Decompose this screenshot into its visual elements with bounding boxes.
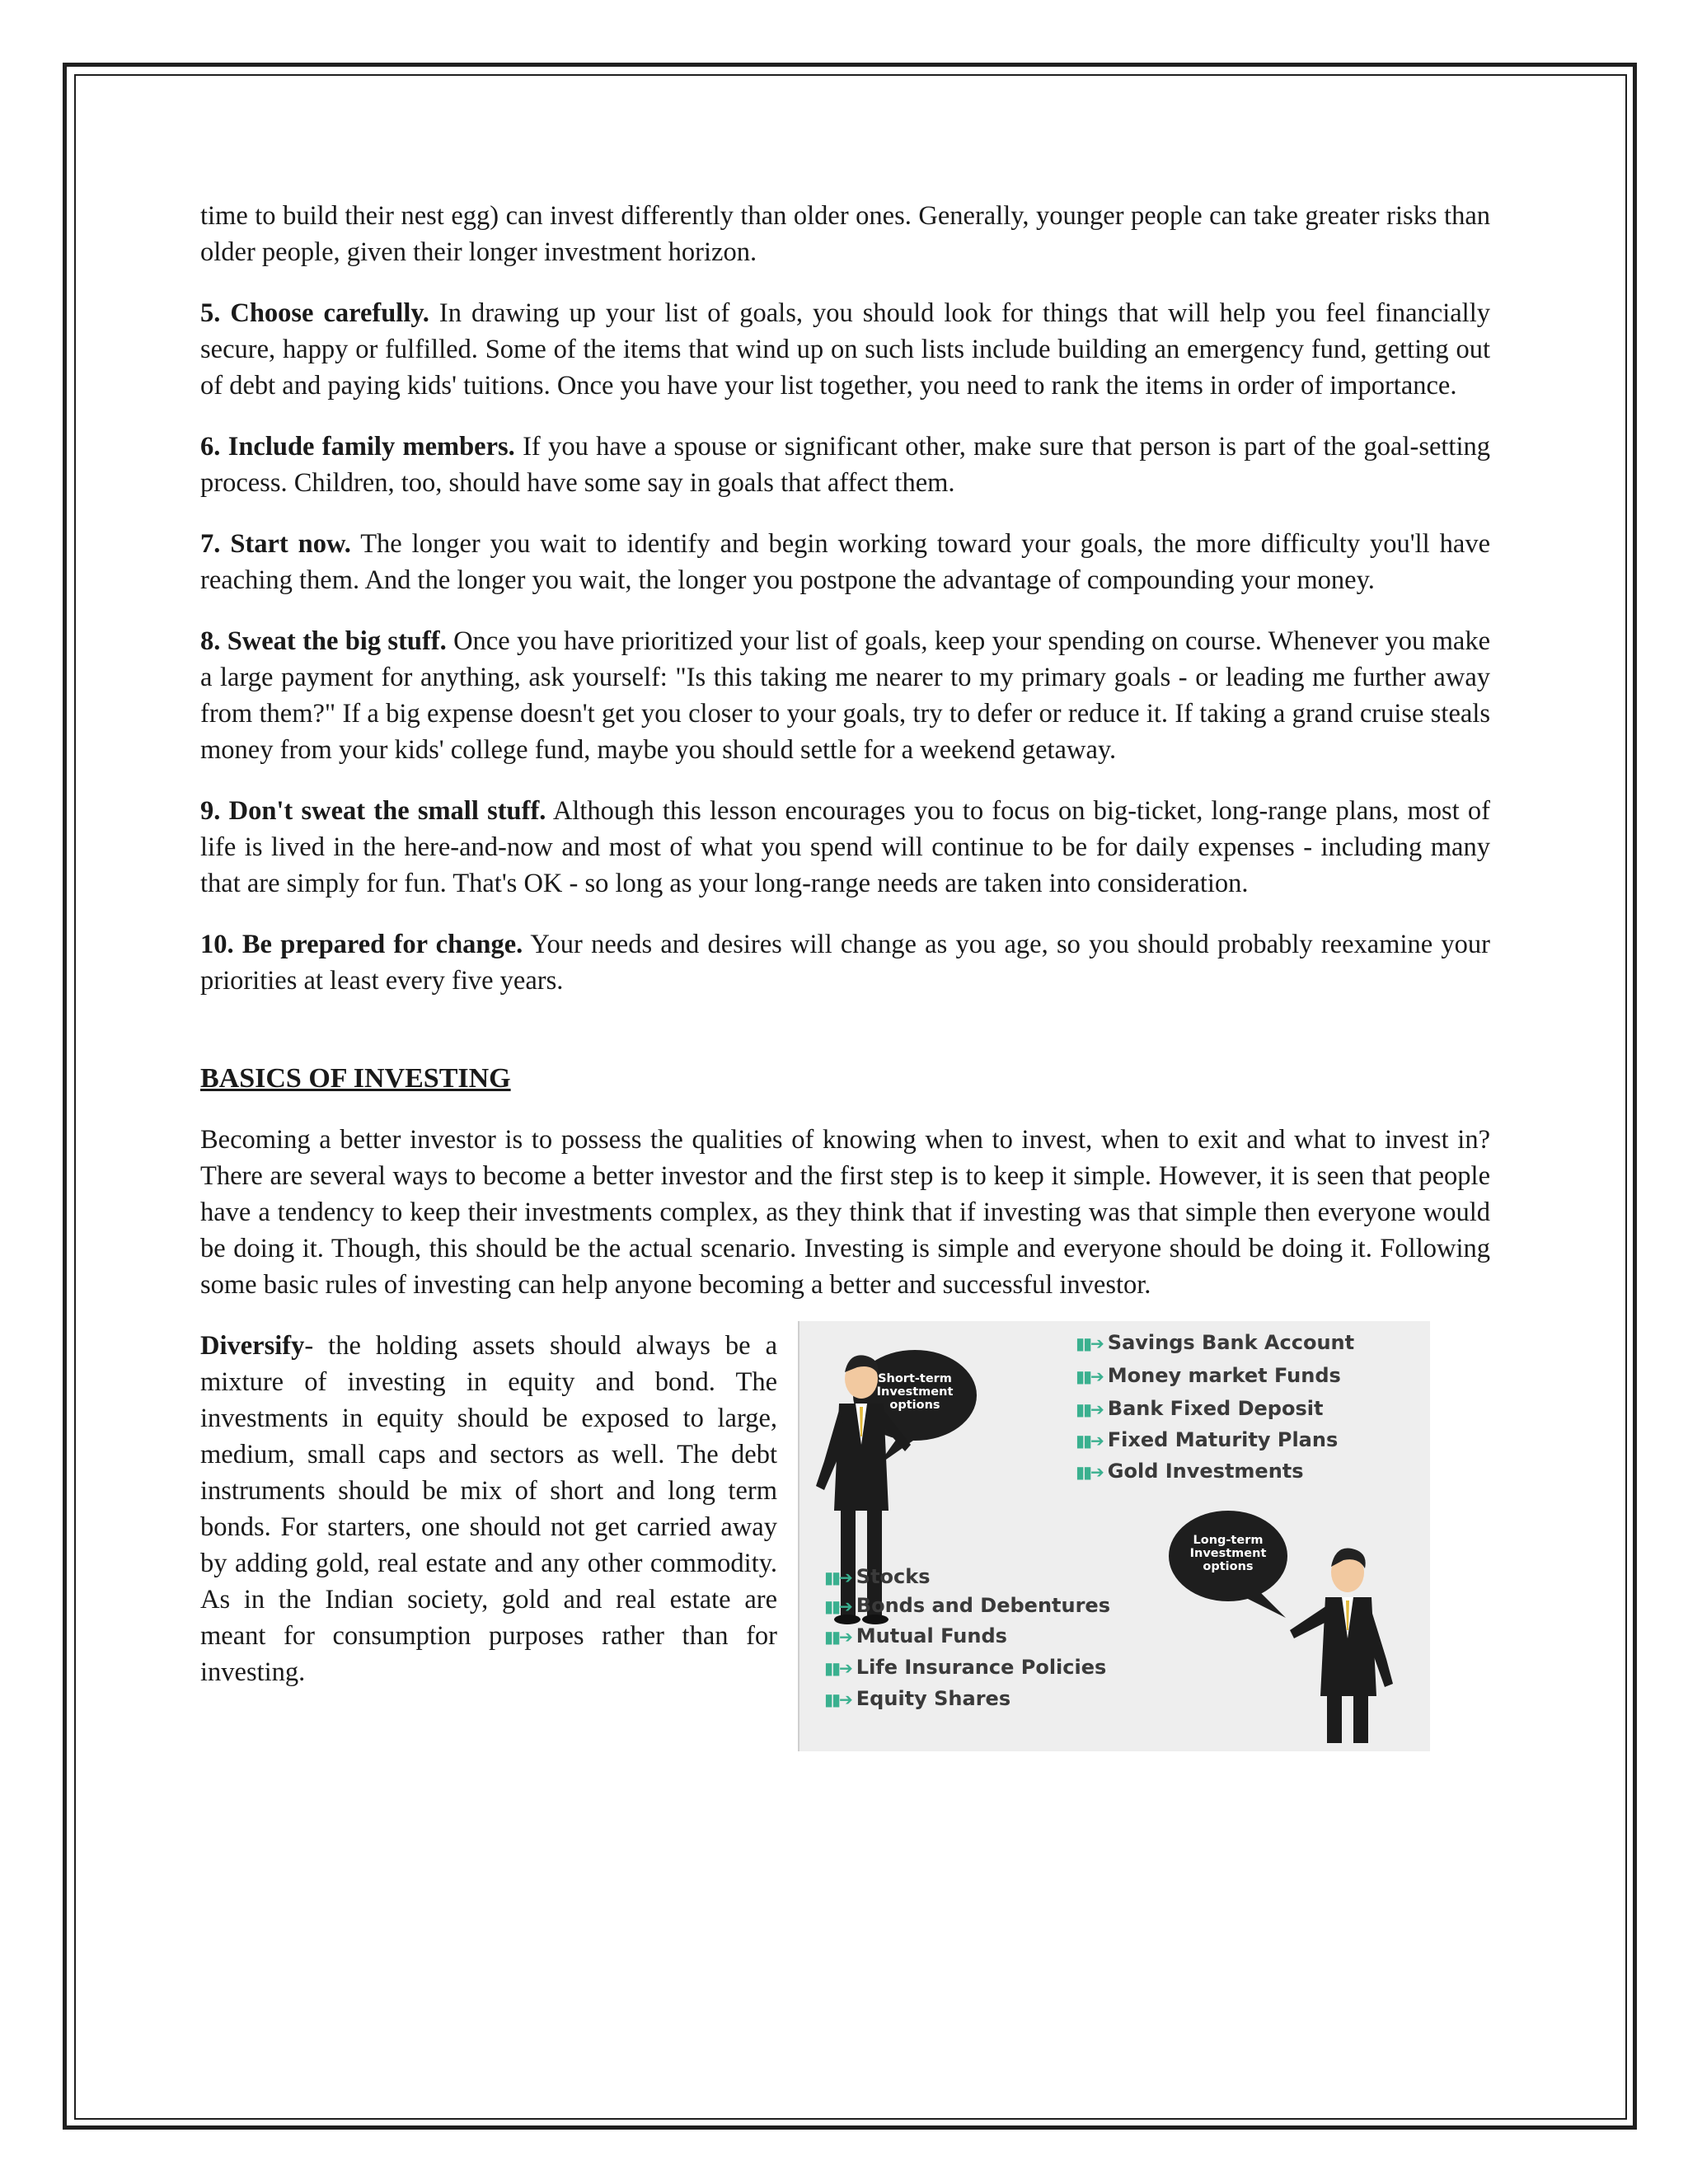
- paragraph-text: The longer you wait to identify and begin working toward your goals, the more difficulty you'll have reaching them. And the longer you wait, the longer you postpone the advantage of compounding your money.: [200, 529, 1491, 595]
- option-label: Bank Fixed Deposit: [1107, 1397, 1324, 1420]
- arrow-icon: ▮▮➔: [1076, 1399, 1103, 1419]
- paragraph-lead: 7. Start now.: [200, 529, 351, 559]
- paragraph-start-now: [200, 526, 1490, 598]
- arrow-icon: ▮▮➔: [1076, 1366, 1103, 1386]
- option-label: Equity Shares: [856, 1687, 1011, 1710]
- bubble-line: options: [889, 1399, 940, 1412]
- bubble-line: Investment: [1189, 1547, 1267, 1560]
- long-term-bubble-label: [1179, 1534, 1278, 1573]
- option-label: Money market Funds: [1107, 1364, 1341, 1387]
- option-label: Gold Investments: [1107, 1460, 1304, 1483]
- investment-options-figure: [798, 1321, 1430, 1751]
- paragraph-lead: 10. Be prepared for change.: [200, 930, 523, 959]
- short-term-option: [1076, 1453, 1304, 1490]
- document-body: [200, 198, 1491, 1710]
- paragraph-lead: 9. Don't sweat the small stuff.: [200, 796, 546, 826]
- arrow-icon: ▮▮➔: [1076, 1431, 1103, 1451]
- long-term-bubble-tail: [1245, 1593, 1286, 1618]
- paragraph-include-family: [200, 429, 1490, 501]
- paragraph-lead: 8. Sweat the big stuff.: [200, 626, 447, 656]
- paragraph-text: Although this lesson encourages you to focus on big-ticket, long-range plans, most of life is lived in the here-and-now and most of what you spend will continue to be for daily expenses - including many that are simply for fun. That's OK - so long as your long-range needs are taken into consideration.: [200, 796, 1490, 898]
- option-label: Life Insurance Policies: [856, 1656, 1107, 1679]
- option-label: Fixed Maturity Plans: [1107, 1428, 1339, 1451]
- bubble-line: options: [1203, 1560, 1254, 1573]
- option-label: Bonds and Debentures: [856, 1594, 1110, 1617]
- arrow-icon: ▮▮➔: [824, 1568, 851, 1587]
- paragraph-text: Once you have prioritized your list of goals, keep your spending on course. Whenever you make a large payment for anything, ask yourself: "Is this taking me nearer to my primary goals - or leading me further away from them?" If a big expense doesn't get you closer to your goals, try to defer or reduce it. If taking a grand cruise steals money from your kids' college fund, maybe you should settle for a weekend getaway.: [200, 626, 1490, 765]
- paragraph-lead: 5. Choose carefully.: [200, 298, 429, 328]
- paragraph-lead: Diversify: [200, 1331, 305, 1361]
- short-term-option: [1076, 1357, 1341, 1394]
- paragraph-be-prepared: [200, 926, 1490, 999]
- option-label: Savings Bank Account: [1107, 1331, 1355, 1354]
- paragraph-text: Your needs and desires will change as you age, so you should probably reexamine your priorities at least every five years.: [200, 930, 1490, 996]
- arrow-icon: ▮▮➔: [824, 1658, 851, 1678]
- paragraph-text: - the holding assets should always be a mixture of investing in equity and bond. The investments in equity should be exposed to large, medium, small caps and sectors as well. The debt instruments should be mix of short and long term bonds. For starters, one should not get carried away by adding gold, real estate and any other commodity. As in the Indian society, gold and real estate are meant for consumption purposes rather than for investing.: [200, 1331, 777, 1687]
- arrow-icon: ▮▮➔: [824, 1627, 851, 1647]
- paragraph-small-stuff: [200, 793, 1490, 902]
- paragraph-diversify: [200, 1328, 777, 1690]
- bubble-line: Long-term: [1193, 1534, 1264, 1547]
- bubble-line: Short-term: [878, 1372, 952, 1385]
- businessman-right-icon: [1290, 1548, 1393, 1743]
- arrow-icon: ▮▮➔: [824, 1596, 851, 1616]
- long-term-option: [824, 1680, 1010, 1718]
- arrow-icon: ▮▮➔: [824, 1690, 851, 1709]
- option-label: Mutual Funds: [856, 1624, 1007, 1647]
- short-term-bubble-label: [865, 1372, 964, 1412]
- paragraph-sweat-big-stuff: [200, 623, 1490, 768]
- option-label: Stocks: [856, 1565, 931, 1588]
- paragraph-text: In drawing up your list of goals, you should look for things that will help you feel financially secure, happy or fulfilled. Some of the items that wind up on such lists include building an emergency fund, getting out of debt and paying kids' tuitions. Once you have your list together, you need to rank the items in order of importance.: [200, 298, 1490, 401]
- section-heading: BASICS OF INVESTING: [200, 1063, 511, 1094]
- paragraph-lead: 6. Include family members.: [200, 432, 515, 462]
- arrow-icon: ▮▮➔: [1076, 1333, 1103, 1353]
- bubble-line: Investment: [876, 1385, 954, 1399]
- paragraph-text: time to build their nest egg) can invest differently than older ones. Generally, younger people can take greater risks than older people, given their longer investment horizon.: [200, 201, 1490, 267]
- paragraph-text: If you have a spouse or significant other, make sure that person is part of the goal-setting process. Children, too, should have some say in goals that affect them.: [200, 432, 1490, 498]
- short-term-option: [1076, 1324, 1354, 1361]
- paragraph-continuation: [200, 198, 1490, 270]
- arrow-icon: ▮▮➔: [1076, 1462, 1103, 1482]
- paragraph-basics: Becoming a better investor is to possess the qualities of knowing when to invest, when to exit and what to invest in? There are several ways to become a better investor and the first step is to keep it simple. However, it is seen that people have a tendency to keep their investments complex, as they think that if investing was that simple then everyone would be doing it. Though, this should be the actual scenario. Investing is simple and everyone should be doing it. Following some basic rules of investing can help anyone becoming a better and successful investor.: [200, 1125, 1490, 1300]
- paragraph-choose-carefully: [200, 295, 1490, 404]
- diversify-section: [200, 1328, 1490, 1710]
